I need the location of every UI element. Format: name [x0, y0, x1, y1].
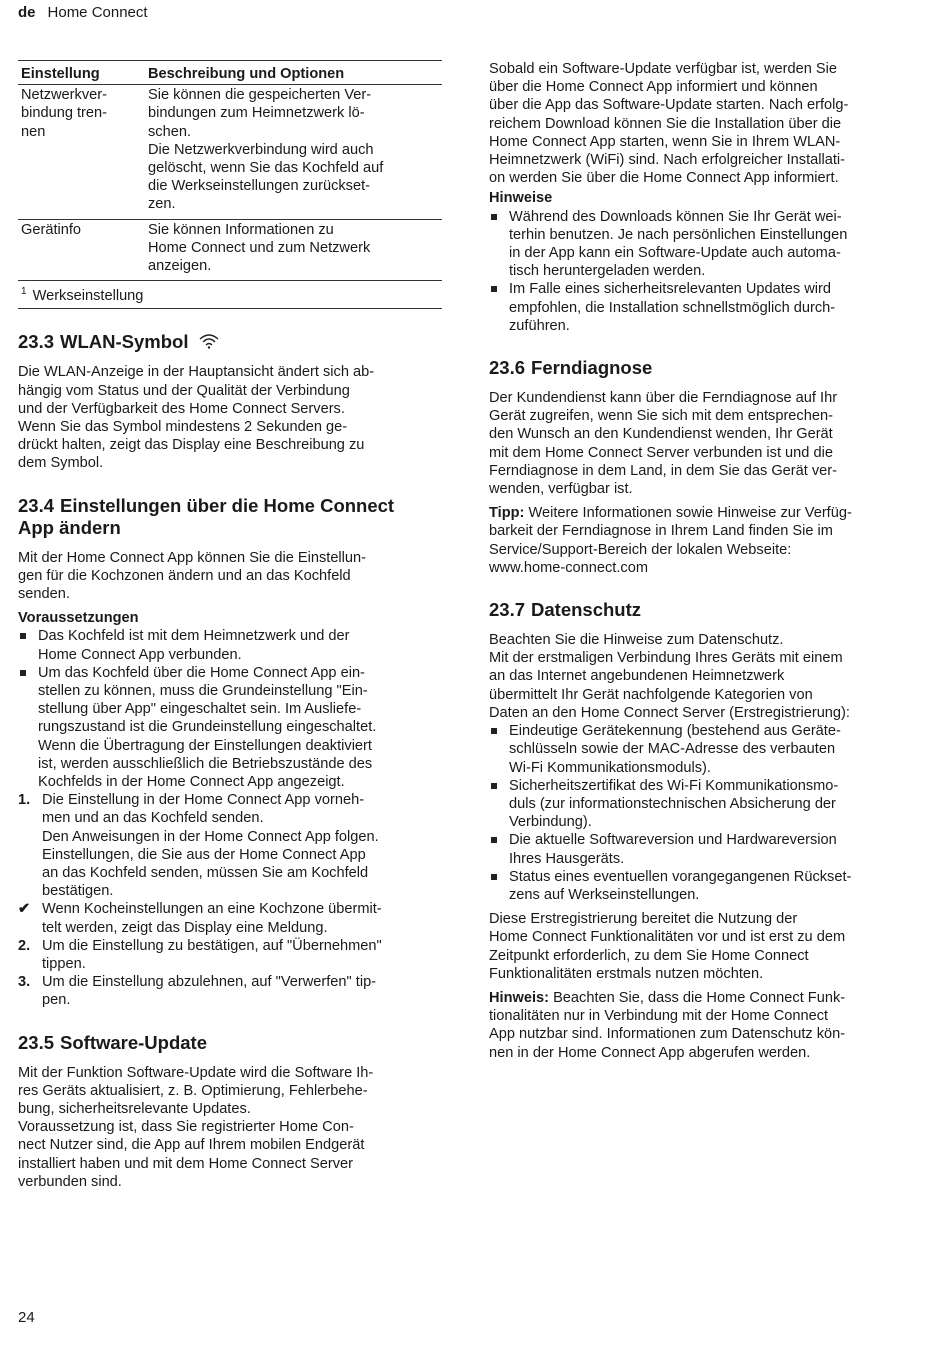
section-number: 23.3 — [18, 331, 55, 353]
step-number: 3. — [18, 974, 31, 991]
table-row — [18, 219, 442, 281]
note-text: Beachten Sie, dass die Home Connect Funk- tionalitäten nur in Verbindung mit der Home Connect App nutzbar sind. Informationen zum Datenschutz kön- nen in der Home Connect App abgerufen werden. — [489, 989, 846, 1061]
list-item: Die aktuelle Softwareversion und Hardwareversion Ihres Hausgeräts. — [489, 831, 915, 867]
settings-table — [18, 60, 442, 281]
privacy-text: Diese Erstregistrierung bereitet die Nutzung der Home Connect Funktionalitäten vor und ist erst zu dem Zeitpunkt erforderlich, zu dem Sie Home Connect Funktionalitäten erstmals nutzen möchten. — [489, 911, 846, 982]
section-title: Software-Update — [60, 1031, 208, 1053]
note-label: Hinweis: — [489, 989, 550, 1006]
table-footnote — [18, 281, 442, 309]
privacy-list — [489, 722, 915, 904]
section-heading-app-settings — [18, 495, 442, 539]
page-number: 24 — [18, 1309, 35, 1326]
step-text: Um die Einstellung zu bestätigen, auf "Übernehmen" tippen. — [42, 937, 382, 972]
table-header-row — [18, 61, 442, 85]
requirements-title: Voraussetzungen — [18, 610, 139, 627]
section-heading-software-update — [18, 1032, 442, 1054]
step-item — [18, 791, 442, 900]
section-heading-privacy — [489, 599, 915, 621]
step-text: Die Einstellung in der Home Connect App vorneh- men und an das Kochfeld senden. Den Anweisungen in der Home Connect App folgen. Einstellungen, die Sie aus der Home Connect App an das Kochfeld senden, müssen Sie am Kochfeld bestätigen. — [42, 792, 379, 900]
section-number: 23.7 — [489, 599, 526, 621]
privacy-intro: Beachten Sie die Hinweise zum Datenschutz. Mit der erstmaligen Verbindung Ihres Geräts mit einem an das Internet angebundenen Heimnetzwerk übermittelt Ihr Gerät nachfolgende Kategorien von Daten an den Home Connect Server (Erstregistrierung): — [489, 632, 850, 721]
result-item — [18, 900, 442, 936]
step-item — [18, 937, 442, 973]
tip-paragraph — [489, 504, 915, 577]
setting-name: Netzwerkver- bindung tren- nen — [18, 85, 145, 219]
step-number: 2. — [18, 937, 31, 954]
list-item: Während des Downloads können Sie Ihr Gerät wei- terhin benutzen. Je nach persönlichen Einstellungen in der App kann ein Software-Update auch automa- tisch heruntergeladen werden. — [489, 208, 915, 281]
section-number: 23.4 — [18, 494, 55, 516]
section-title: Einstellungen über die Home Connect App ändern — [18, 494, 395, 538]
check-icon: ✔ — [18, 901, 31, 918]
wifi-icon — [198, 333, 220, 349]
step-text: Um die Einstellung abzulehnen, auf "Verwerfen" tip- pen. — [42, 974, 377, 1009]
step-item — [18, 973, 442, 1009]
section-number: 23.6 — [489, 357, 526, 379]
footnote-text: Werkseinstellung — [32, 288, 144, 305]
header-title: Home Connect — [47, 4, 148, 21]
wlan-description: Die WLAN-Anzeige in der Hauptansicht ändert sich ab- hängig vom Status und der Qualität der Verbindung und der Verfügbarkeit des Home Connect Servers. Wenn Sie das Symbol mindestens 2 Sekunden ge- drückt halten, zeigt das Display eine Beschreibung zu dem Symbol. — [18, 364, 375, 472]
list-item: Status eines eventuellen vorangegangenen Rückset- zens auf Werkseinstellungen. — [489, 868, 915, 904]
software-update-text: Mit der Funktion Software-Update wird die Software Ih- res Geräts aktualisiert, z. B. Optimierung, Fehlerbehe- bung, sicherheitsrelevante Updates. Voraussetzung ist, dass Sie registrierter Home Con- nect Nutzer sind, die App auf Ihrem mobilen Endgerät installiert haben und mit dem Home Connect Server verbunden sind. — [18, 1064, 374, 1190]
list-item: Sicherheitszertifikat des Wi-Fi Kommunikationsmo- duls (zur informationstechnischen Absicherung der Verbindung). — [489, 777, 915, 832]
section-heading-remote-diagnosis — [489, 357, 915, 379]
steps-list — [18, 937, 442, 1010]
right-column — [489, 60, 915, 1068]
notes-title: Hinweise — [489, 190, 553, 207]
language-code: de — [18, 4, 36, 21]
section-number: 23.5 — [18, 1031, 55, 1053]
table-col-description: Beschreibung und Optionen — [145, 61, 442, 85]
section-title: Datenschutz — [531, 599, 642, 621]
setting-name: Gerätinfo — [18, 219, 145, 281]
steps-list — [18, 791, 442, 900]
list-item: Das Kochfeld ist mit dem Heimnetzwerk und der Home Connect App verbunden. — [18, 627, 442, 663]
software-update-text-cont: Sobald ein Software-Update verfügbar ist, werden Sie über die Home Connect App informiert und können über die App das Software-Update starten. Nach erfolg- reichem Download können Sie die Installation über die Home Connect App starten, wenn Sie in Ihrem WLAN- Heimnetzwerk (WiFi) sind. Nach erfolgreicher Installati- on werden Sie über die Home Connect App informiert. — [489, 61, 849, 187]
requirements-list — [18, 627, 442, 791]
footnote-mark: 1 — [21, 286, 27, 298]
notes-list — [489, 208, 915, 335]
tip-label: Tipp: — [489, 505, 525, 522]
list-item: Um das Kochfeld über die Home Connect App ein- stellen zu können, muss die Grundeinstellung "Ein- stellung über App" eingeschaltet sein. Im Ausliefe- rungszustand ist die Grundeinstellung eingeschaltet. Wenn die Übertragung der Einstellungen deaktiviert ist, werden ausschließlich die Betriebszustände des Kochfelds in der Home Connect App angezeigt. — [18, 664, 442, 791]
step-number: 1. — [18, 792, 31, 809]
section-title: Ferndiagnose — [531, 357, 653, 379]
left-column — [18, 60, 442, 1197]
page-header — [18, 4, 148, 22]
privacy-note — [489, 989, 915, 1062]
app-settings-intro: Mit der Home Connect App können Sie die Einstellun- gen für die Kochzonen ändern und an das Kochfeld senden. — [18, 549, 367, 602]
setting-description: Sie können die gespeicherten Ver- bindungen zum Heimnetzwerk lö- schen. Die Netzwerkverbindung wird auch gelöscht, wenn Sie das Kochfeld auf die Werkseinstellungen zurückset- zen. — [145, 85, 442, 219]
list-item: Eindeutige Gerätekennung (bestehend aus Geräte- schlüsseln sowie der MAC-Adresse des verbauten Wi-Fi Kommunikationsmoduls). — [489, 722, 915, 777]
table-col-setting: Einstellung — [18, 61, 145, 85]
section-title: WLAN-Symbol — [60, 331, 189, 353]
section-heading-wlan — [18, 331, 442, 353]
tip-text: Weitere Informationen sowie Hinweise zur Verfüg- barkeit der Ferndiagnose in Ihrem Land finden Sie im Service/Support-Bereich der lokalen Webseite: www.home-connect.com — [489, 505, 852, 576]
remote-diagnosis-text: Der Kundendienst kann über die Ferndiagnose auf Ihr Gerät zugreifen, wenn Sie sich mit dem entsprechen- den Wunsch an den Kundendienst wenden, Ihr Gerät mit dem Home Connect Server verbunden ist und die Ferndiagnose in dem Land, in dem Sie das Gerät ver- wenden, verfügbar ist. — [489, 390, 838, 498]
setting-description: Sie können Informationen zu Home Connect und zum Netzwerk anzeigen. — [145, 219, 442, 281]
table-row — [18, 85, 442, 219]
result-text: Wenn Kocheinstellungen an eine Kochzone übermit- telt werden, zeigt das Display eine Meldung. — [42, 901, 382, 936]
list-item: Im Falle eines sicherheitsrelevanten Updates wird empfohlen, die Installation schnellstmöglich durch- zuführen. — [489, 280, 915, 335]
